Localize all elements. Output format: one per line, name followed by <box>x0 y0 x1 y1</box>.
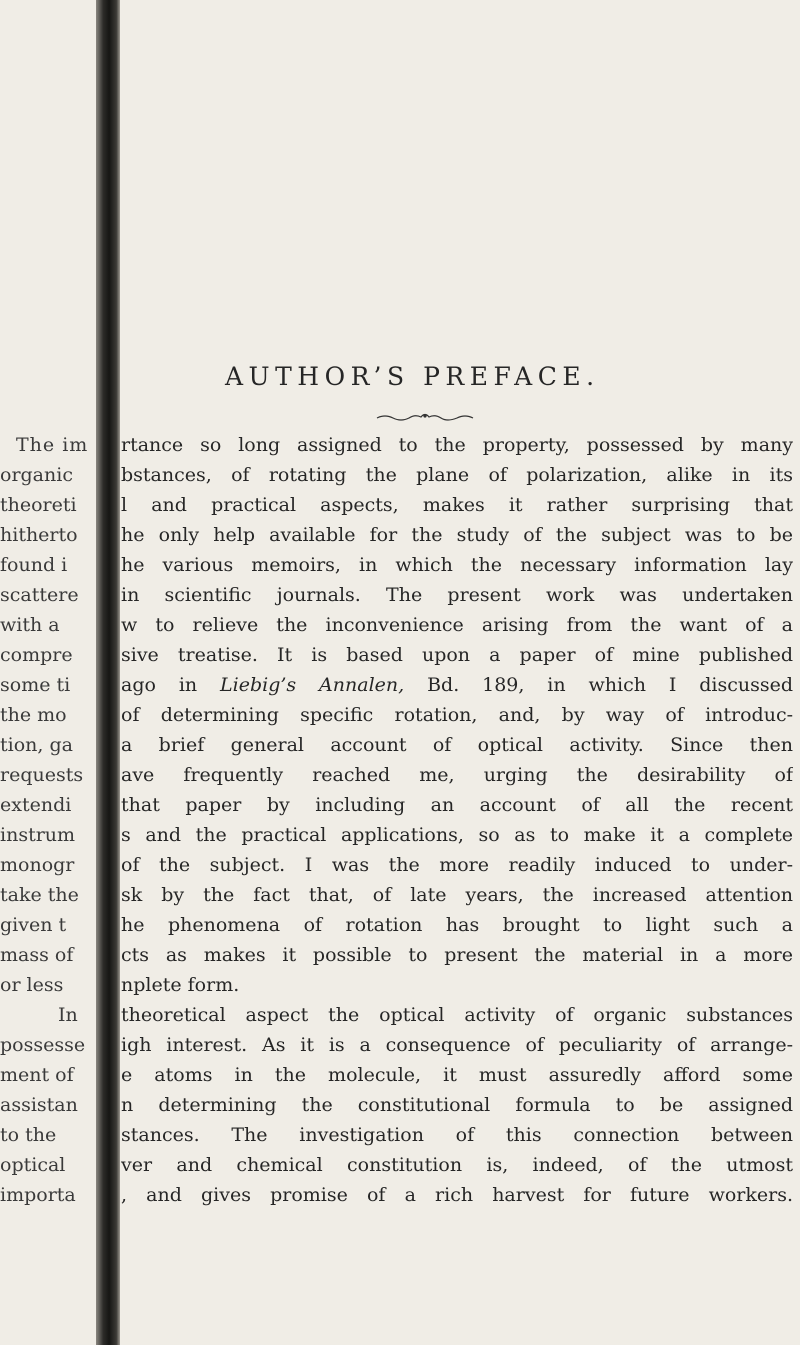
body-line: cts as makes it possible to present the material in a more <box>121 944 793 966</box>
body-line: of the subject. I was the more readily induced to under- <box>121 854 793 876</box>
body-line: sive treatise. It is based upon a paper of mine published <box>121 644 793 666</box>
left-fragment: take the <box>0 884 79 906</box>
left-fragment: given t <box>0 914 67 936</box>
body-line: , and gives promise of a rich harvest for future workers. <box>121 1184 793 1206</box>
body-line: e atoms in the molecule, it must assuredly afford some <box>121 1064 793 1086</box>
body-line: a brief general account of optical activity. Since then <box>121 734 793 756</box>
left-fragment: instrum <box>0 824 76 846</box>
left-fragment: requests <box>0 764 84 786</box>
left-fragment: tion, ga <box>0 734 73 756</box>
body-line: w to relieve the inconvenience arising from the want of a <box>121 614 793 636</box>
left-fragment: organic <box>0 464 73 486</box>
left-fragment: importa <box>0 1184 76 1206</box>
book-gutter <box>96 0 120 1345</box>
left-fragment: hitherto <box>0 524 78 546</box>
citation-journal: Liebig’s Annalen, <box>220 674 405 696</box>
left-fragment: The im <box>16 434 89 456</box>
left-fragment: with a <box>0 614 60 636</box>
left-fragment: monogr <box>0 854 75 876</box>
body-line: igh interest. As it is a consequence of peculiarity of arrange- <box>121 1034 793 1056</box>
body-line: bstances, of rotating the plane of polarization, alike in its <box>121 464 793 486</box>
body-line: l and practical aspects, makes it rather surprising that <box>121 494 793 516</box>
body-line: nplete form. <box>121 974 240 996</box>
left-fragment: found i <box>0 554 68 576</box>
ornament-flourish-icon <box>375 410 475 424</box>
body-line: of determining specific rotation, and, by way of introduc- <box>121 704 793 726</box>
left-fragment: extendi <box>0 794 72 816</box>
body-line: he various memoirs, in which the necessary information lay <box>121 554 793 576</box>
left-fragment: or less <box>0 974 64 996</box>
left-fragment: theoreti <box>0 494 77 516</box>
body-line: stances. The investigation of this connection between <box>121 1124 793 1146</box>
left-fragment: the mo <box>0 704 67 726</box>
body-line: s and the practical applications, so as to make it a complete <box>121 824 793 846</box>
left-fragment: some ti <box>0 674 71 696</box>
body-line: sk by the fact that, of late years, the increased attention <box>121 884 793 906</box>
body-line: in scientific journals. The present work was undertaken <box>121 584 793 606</box>
left-fragment: assistan <box>0 1094 78 1116</box>
body-line: he only help available for the study of the subject was to be <box>121 524 793 546</box>
left-fragment: to the <box>0 1124 57 1146</box>
body-line: rtance so long assigned to the property, possessed by many <box>121 434 793 456</box>
body-line-with-citation <box>121 670 793 700</box>
body-line-end: Bd. 189, in which I discussed <box>427 674 793 696</box>
body-line-start: ago in <box>121 674 198 696</box>
left-fragment: optical <box>0 1154 66 1176</box>
body-line: ave frequently reached me, urging the desirability of <box>121 764 793 786</box>
body-line: that paper by including an account of all the recent <box>121 794 793 816</box>
left-fragment: In <box>58 1004 78 1026</box>
page-heading: AUTHOR’S PREFACE. <box>225 362 600 391</box>
left-fragment: mass of <box>0 944 74 966</box>
left-fragment: possesse <box>0 1034 86 1056</box>
left-fragment: compre <box>0 644 73 666</box>
left-fragment: scattere <box>0 584 79 606</box>
body-line: theoretical aspect the optical activity of organic substances <box>121 1004 793 1026</box>
body-line: he phenomena of rotation has brought to light such a <box>121 914 793 936</box>
body-line: n determining the constitutional formula to be assigned <box>121 1094 793 1116</box>
body-line: ver and chemical constitution is, indeed, of the utmost <box>121 1154 793 1176</box>
left-fragment: ment of <box>0 1064 74 1086</box>
